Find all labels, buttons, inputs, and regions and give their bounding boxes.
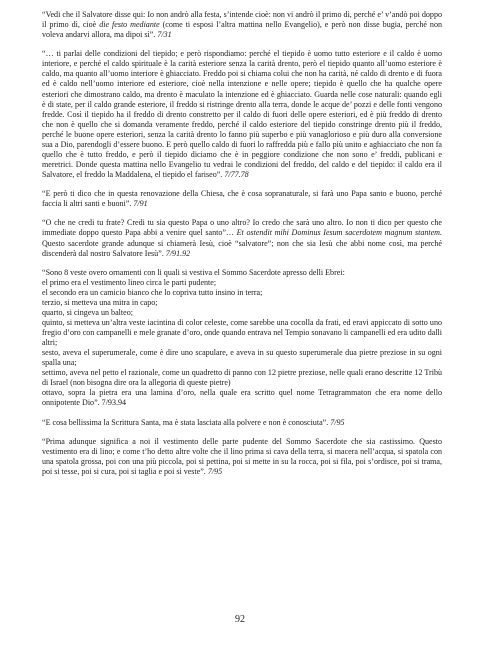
list-item: quarto, si cingeva un balteo; <box>42 307 133 317</box>
paragraph-1: “Vedi che il Salvatore disse qui: Io non andrò alla festa, s’intende cioè: non vi andrò il primo dì, perché e’ v’andò poi doppo il primo dì, cioè die festo mediante (come ti esposi l’altra mattina nello Evangelio), e però non disse bugia, perché non voleva andarvi allora, ma dipoi sì”. 7/31 <box>42 10 442 40</box>
paragraph-6: “Prima adunque significa a noi il vestimento delle parte pudente del Sommo Sacerdote che sia castissimo. Questo vestimento era di lino; e come t’ho detto altre volte che il lino prima si cava della terra, si macera nell’acqua, si spatola con una spatola grossa, poi con una più piccola, poi si pettina, poi si mette in su la rocca, poi si fila, poi s’ordisce, poi si trama, poi si tesse, poi si cura, poi si taglia e poi si veste”. 7/95 <box>42 436 442 476</box>
paragraph-4: “O che ne credi tu frate? Credi tu sia questo Papa o uno altro? Io credo che sarà uno altro. Io non ti dico per questo che immediate doppo questo Papa abbi a venire quel santo”… Et ostendit mihi Dominus Iesum sacerdotem magnum stantem. Questo sacerdote grande adunque si chiamerà Iesù, cioè “salvatore”; non che sia Iesù che abbi nome così, ma perché discenderà dal nostro Salvatore Iesù”. 7/91.92 <box>42 218 443 258</box>
citation-ref: 7/95 <box>330 417 345 427</box>
citation-ref: 7/91.92 <box>165 248 191 258</box>
vestments-list <box>42 268 442 409</box>
list-item: sesto, aveva el superumerale, come è dire uno scapulare, e aveva in su questo superumerale dua pietre preziose in su ogni spalla una; <box>42 348 442 368</box>
page-number: 92 <box>235 614 245 625</box>
paragraph-5: “E cosa bellissima la Scrittura Santa, ma è stata lasciata alla polvere e non è conosciuta”. 7/95 <box>42 417 345 427</box>
list-item: terzio, si metteva una mitra in capo; <box>42 297 158 307</box>
vestments-intro: “Sono 8 veste overo ornamenti con li quali si vestiva el Sommo Sacerdote apresso delli Ebrei: <box>42 267 345 277</box>
list-item: el primo era el vestimento lineo circa le parti pudente; <box>42 277 217 287</box>
paragraph-2: “… ti parlai delle condizioni del tiepido; e però rispondiamo: perché el tiepido è uomo tutto esteriore e il caldo è uomo interiore, e perché el caldo spirituale è la carità esteriore senza la carità drento, però el tiepido quanto all’uomo esteriore è caldo, ma quanto all’uomo interiore è ghiacciato. Freddo poi si chiama colui che non ha carità, né caldo di drento e di fuora ed è caldo nell’uomo interiore ed esteriore, cioè nella intenzione e nelle opere; tiepido è quello che ha qualche opere esteriori che dimostrano caldo, ma drento è maculato la intenzione ed è ghiacciato. Guarda nelle cose naturali: quando egli è di state, per il caldo grande esteriore, il freddo si ristringe drento alla terra, donde le acque de’ pozzi e delle fonti vengono fredde. Così il tiepido ha il freddo di drento constretto per il caldo di fuori delle opere esteriori, ed è più freddo di drento che non è quello che si domanda veramente freddo, perché il caldo esteriore del tiepido constringe drento più il freddo, perché le buone opere esteriori, senza la carità drento lo fanno più superbo e più vanaglorioso e più duro alla conversione sua a Dio, parendogli d’essere buono. E però quello caldo di fuori lo raffredda più e fallo più unito e aghiacciato che non fa quello che è tutto freddo, e però il tiepido diciamo che è in peggiore condizione che non sono e’ freddi, publicani e meretrici. Donde questa mattina nello Evangelio tu vedrai le condizioni del freddo, del caldo e del tiepido: il caldo era il Salvatore, el freddo la Maddalena, el tiepido el fariseo”. 7/77.78 <box>42 49 442 179</box>
list-item: ottavo, sopra la pietra era una lamina d’oro, nella quale era scritto quel nome Tetragrammaton che era nome dello onnipotente Dio”. 7/93.94 <box>42 388 442 408</box>
citation-ref: 7/31 <box>157 30 172 40</box>
list-item: quinto, si metteva un’altra veste iacintina di color celeste, come sarebbe una cocolla da frati, ed eravi appiccato di sotto uno fregio d’oro con campanelli e mele granate d’oro, onde quando entrava nel Tempio sonavano li campanelli ed era udito dalli altri; <box>42 318 442 348</box>
citation-ref: 7/77.78 <box>224 169 249 179</box>
citation-ref: 7/93.94 <box>101 398 127 408</box>
list-item: el secondo era un camicio bianco che lo copriva tutto insino in terra; <box>42 287 263 297</box>
list-item: settimo, aveva nel petto el razionale, come un quadretto di panno con 12 pietre preziose, nelle quali erano descritte 12 Tribù di Israel (non bisogna dire ora la allegoria di queste pietre) <box>42 368 442 388</box>
citation-ref: 7/91 <box>133 199 148 209</box>
citation-ref: 7/95 <box>207 467 223 476</box>
paragraph-3: “E però ti dico che in questa renovazione della Chiesa, che è cosa sopranaturale, si farà uno Papa santo e buono, perché faccia li altri santi e buoni”. 7/91 <box>42 189 442 209</box>
